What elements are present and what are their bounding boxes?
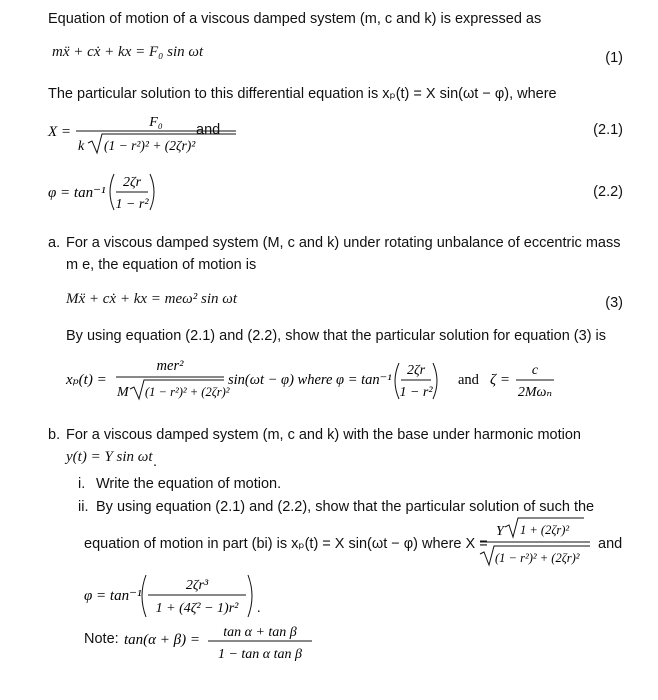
equation-2-2-number: (2.2) — [593, 184, 623, 200]
eq21-coef: k — [78, 139, 85, 154]
particular-solution-text: The particular solution to this differential equation is xₚ(t) = X sin(ωt − φ), where — [48, 86, 557, 102]
sol-after: sin(ωt − φ) where φ = tan⁻¹ — [228, 372, 392, 388]
part-a-text-1: For a viscous damped system (M, c and k) under rotating unbalance of eccentric mass — [66, 235, 621, 251]
part-a-solution — [66, 354, 556, 410]
eq22-denominator: 1 − r² — [115, 197, 149, 212]
part-b-label: b. — [48, 427, 61, 443]
sol-numerator: mer² — [156, 358, 184, 374]
part-b-i-label: i. — [78, 476, 86, 492]
equation-3-number: (3) — [605, 295, 623, 311]
part-b-ii-text: By using equation (2.1) and (2.2), show that the particular solution of such the — [96, 499, 595, 515]
part-b-X-fraction — [480, 518, 592, 570]
sol-phi-paren-right — [433, 363, 437, 399]
part-b-text-2: y(t) = Y sin ωt — [66, 449, 153, 465]
sol-phi-numerator: 2ζr — [406, 363, 426, 378]
eq22-paren-right — [150, 174, 154, 210]
note-denominator: 1 − tan α tan β — [217, 647, 303, 662]
equation-1-number: (1) — [605, 50, 623, 66]
eq22-lhs: φ = tan⁻¹ — [48, 185, 106, 201]
eq21-and: and — [196, 122, 221, 138]
intro-text: Equation of motion of a viscous damped system (m, c and k) is expressed as — [48, 11, 542, 27]
sol-coef: M — [117, 385, 129, 400]
equation-2-1 — [48, 110, 268, 158]
part-a-label: a. — [48, 235, 61, 251]
bX-num-Y: Y — [496, 524, 504, 539]
sol-and: and — [458, 372, 479, 388]
eq21-numerator: F₀ — [149, 115, 163, 130]
note-formula — [124, 620, 314, 666]
part-b-phi — [84, 572, 274, 622]
part-b-dot: . — [153, 454, 158, 470]
note-lhs: tan(α + β) = — [124, 632, 200, 648]
part-b-text-1: For a viscous damped system (m, c and k) with the base under harmonic motion — [66, 427, 581, 443]
part-b-ii-line-2: equation of motion in part (bi) is xₚ(t) = X sin(ωt − φ) where X = — [84, 536, 488, 552]
sol-phi-denominator: 1 − r² — [399, 385, 433, 400]
eq22-paren-left — [110, 174, 114, 210]
bphi-paren-right — [248, 575, 252, 617]
sol-phi-paren-left — [395, 363, 399, 399]
bphi-lhs: φ = tan⁻¹ — [84, 588, 142, 604]
equation-2-2 — [48, 168, 188, 216]
sol-radicand: (1 − r²)² + (2ζr)² — [145, 385, 230, 399]
equation-3: Mẍ + cẋ + kx = meω² sin ωt — [66, 291, 237, 307]
note-numerator: tan α + tan β — [223, 625, 297, 640]
eq21-radicand: (1 − r²)² + (2ζr)² — [104, 138, 196, 153]
eq21-lhs: X = — [48, 124, 72, 140]
equation-1: mẍ + cẋ + kx = F₀ sin ωt — [52, 44, 204, 60]
bX-den-radicand: (1 − r²)² + (2ζr)² — [495, 551, 580, 565]
bphi-paren-left — [142, 575, 146, 617]
bphi-denominator: 1 + (4ζ² − 1)r² — [155, 601, 239, 616]
sol-lhs: xₚ(t) = — [66, 372, 107, 388]
equation-2-1-number: (2.1) — [593, 122, 623, 138]
bX-num-radicand: 1 + (2ζr)² — [520, 523, 570, 537]
part-b-i-text: Write the equation of motion. — [96, 476, 282, 492]
sol-zeta-lhs: ζ = — [490, 372, 510, 388]
bphi-numerator: 2ζr³ — [185, 578, 209, 593]
part-a-text-2: m e, the equation of motion is — [66, 257, 257, 273]
part-b-X-and: and — [598, 536, 623, 552]
sol-zeta-numerator: c — [531, 363, 539, 378]
part-a-text-3: By using equation (2.1) and (2.2), show that the particular solution for equation (3) is — [66, 328, 607, 344]
sol-zeta-denominator: 2Mωₙ — [517, 385, 553, 400]
note-label: Note: — [84, 631, 119, 647]
part-b-ii-label: ii. — [78, 499, 89, 515]
bphi-end: . — [257, 601, 261, 616]
eq22-numerator: 2ζr — [122, 175, 142, 190]
